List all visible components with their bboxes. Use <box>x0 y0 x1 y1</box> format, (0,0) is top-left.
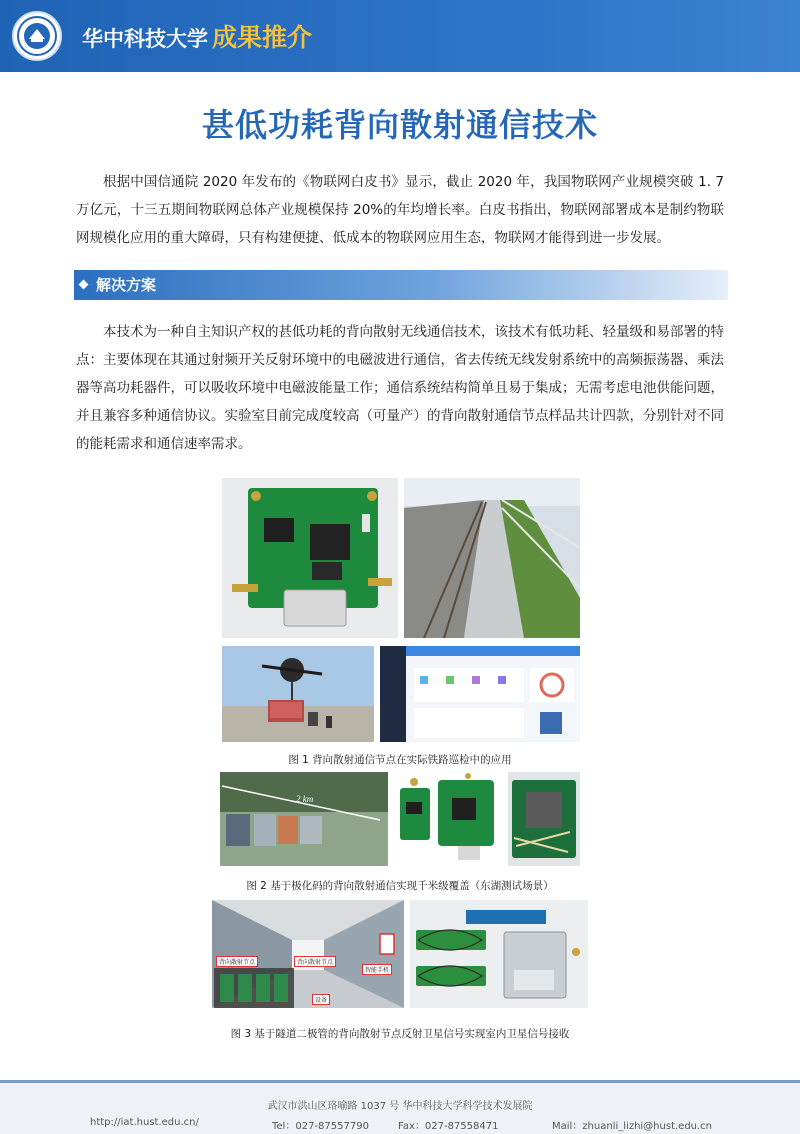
footer-website-link[interactable]: http://iat.hust.edu.cn/ <box>90 1117 199 1128</box>
solution-paragraph: 本技术为一种自主知识产权的甚低功耗的背向散射无线通信技术，该技术有低功耗、轻量级和易部署的特点：主要体现在其通过射频开关反射环境中的电磁波进行通信，省去传统无线发射系统中的高频振荡器、乘法器等高功耗器件，可以吸收环境中电磁波能量工作；通信系统结构简单且易于集成；无需考虑电池供能问题，并且兼容多种通信协议。实验室目前完成度较高（可量产）的背向散射通信节点样品共计四款，分别针对不同的能耗需求和通信速率需求。 <box>76 324 724 452</box>
figure-1-caption: 图 1 背向散射通信节点在实际铁路巡检中的应用 <box>288 754 512 766</box>
tag-backscatter-node-2: 背向散射节点 <box>294 956 336 967</box>
drone-test-photo <box>222 646 374 742</box>
footer-fax: Fax：027-87558471 <box>398 1121 499 1132</box>
section-header <box>74 270 728 300</box>
header-brand <box>82 22 312 54</box>
figure-3-caption: 图 3 基于隧道二极管的背向散射节点反射卫星信号实现室内卫星信号接收 <box>230 1028 570 1040</box>
dashboard-screenshot <box>380 646 580 742</box>
indoor-corridor-photo <box>212 900 404 1008</box>
east-lake-map-photo <box>220 772 388 866</box>
pcb-node-photo <box>222 478 398 638</box>
tag-backscatter-node-1: 背向散射节点 <box>216 956 258 967</box>
header-banner <box>0 0 800 72</box>
university-logo-icon <box>12 11 62 61</box>
distance-label: 2 km <box>296 794 314 804</box>
footer <box>0 1080 800 1134</box>
section-title: 解决方案 <box>96 276 157 294</box>
enclosure-board-photo <box>508 772 580 866</box>
footer-mail-link[interactable]: Mail：zhuanli_lizhi@hust.edu.cn <box>552 1121 713 1132</box>
railway-photo <box>404 478 580 638</box>
polar-code-boards-photo <box>394 772 504 866</box>
footer-tel: Tel：027-87557790 <box>272 1121 369 1132</box>
header-highlight: 成果推介 <box>212 23 313 52</box>
intro-paragraph: 根据中国信通院 2020 年发布的《物联网白皮书》显示，截止 2020 年，我国物联网产业规模突破 1. 7 万亿元，十三五期间物联网总体产业规模保持 20%的年均增长率。白皮书指出，物联网部署成本是制约物联网规模化应用的重大障碍，只有构建便捷、低成本的物联网应用生态，物联网才能得到进一步发展。 <box>76 174 724 246</box>
tag-device: 设备 <box>312 994 330 1005</box>
page-title: 甚低功耗背向散射通信技术 <box>201 106 598 144</box>
footer-address: 武汉市洪山区珞喻路 1037 号 华中科技大学科学技术发展院 <box>267 1101 533 1112</box>
tunnel-diode-boards-photo <box>410 900 588 1008</box>
diamond-bullet-icon <box>79 280 89 290</box>
tag-smartphone: 智能手机 <box>362 964 392 975</box>
header-university-name: 华中科技大学 <box>82 27 208 51</box>
figure-2-caption: 图 2 基于极化码的背向散射通信实现千米级覆盖（东湖测试场景） <box>246 880 554 892</box>
